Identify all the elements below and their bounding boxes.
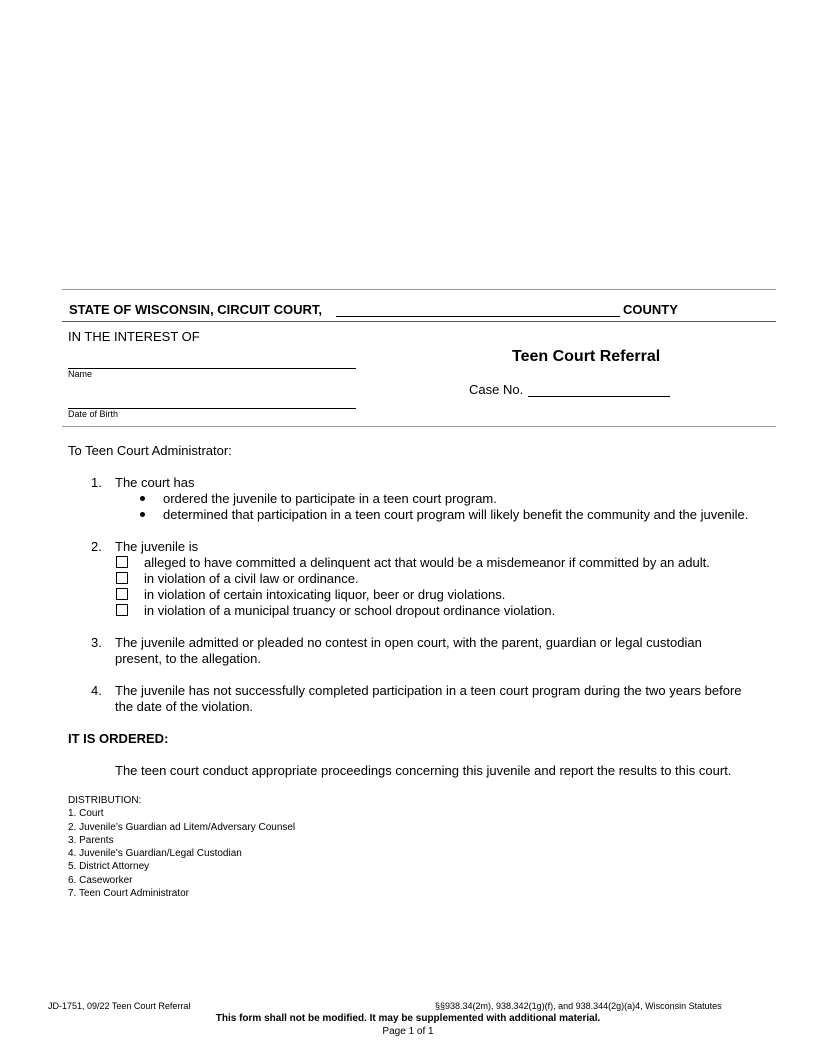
- distribution-item: 2. Juvenile’s Guardian ad Litem/Adversary Counsel: [68, 821, 296, 833]
- item-1-bullet-2: determined that participation in a teen court program will likely benefit the community and the juvenile.: [163, 507, 749, 522]
- item-1-text: The court has: [115, 475, 195, 490]
- ordered-heading: IT IS ORDERED:: [68, 731, 169, 746]
- civil-law-checkbox[interactable]: [116, 572, 128, 584]
- footer-page-number: Page 1 of 1: [382, 1026, 434, 1037]
- in-the-interest-of-label: IN THE INTEREST OF: [68, 329, 200, 344]
- bullet-icon: [140, 496, 145, 501]
- item-2-option-3: in violation of certain intoxicating liquor, beer or drug violations.: [144, 587, 506, 602]
- truancy-checkbox[interactable]: [116, 604, 128, 616]
- item-4-number: 4.: [91, 683, 102, 698]
- state-court-label: STATE OF WISCONSIN, CIRCUIT COURT,: [69, 302, 323, 317]
- county-field[interactable]: [336, 316, 620, 317]
- misdemeanor-checkbox[interactable]: [116, 556, 128, 568]
- salutation: To Teen Court Administrator:: [68, 443, 232, 458]
- item-2-text: The juvenile is: [115, 539, 199, 554]
- distribution-item: 4. Juvenile’s Guardian/Legal Custodian: [68, 848, 242, 860]
- county-label: COUNTY: [623, 302, 678, 317]
- form-title: Teen Court Referral: [512, 348, 661, 365]
- name-label: Name: [68, 369, 93, 379]
- caption-rule: [62, 321, 776, 322]
- distribution-item: 3. Parents: [68, 834, 114, 846]
- item-2-option-1: alleged to have committed a delinquent act that would be a misdemeanor if committed by an adult.: [144, 555, 710, 570]
- distribution-list: [68, 794, 295, 900]
- item-1-number: 1.: [91, 475, 102, 490]
- item-2-number: 2.: [91, 539, 102, 554]
- name-field[interactable]: [68, 368, 356, 369]
- item-3-line-2: present, to the allegation.: [115, 651, 261, 666]
- distribution-item: 7. Teen Court Administrator: [68, 888, 189, 900]
- distribution-item: 5. District Attorney: [68, 861, 150, 873]
- date-of-birth-label: Date of Birth: [68, 409, 119, 419]
- case-number-label: Case No.: [469, 382, 524, 397]
- footer-statutes: §§938.34(2m), 938.342(1g)(f), and 938.344(2g)(a)4, Wisconsin Statutes: [435, 1001, 722, 1011]
- footer-form-id: JD-1751, 09/22 Teen Court Referral: [48, 1001, 191, 1011]
- top-rule: [62, 289, 776, 290]
- ordered-text: The teen court conduct appropriate proceedings concerning this juvenile and report the results to this court.: [115, 763, 732, 778]
- bullet-icon: [140, 512, 145, 517]
- item-1-bullet-1: ordered the juvenile to participate in a teen court program.: [163, 491, 497, 506]
- distribution-item: 1. Court: [68, 808, 104, 820]
- item-3-line-1: The juvenile admitted or pleaded no contest in open court, with the parent, guardian or legal custodian: [115, 635, 702, 650]
- distribution-heading: DISTRIBUTION:: [68, 795, 142, 806]
- caption-bottom-rule: [62, 426, 776, 427]
- item-3-number: 3.: [91, 635, 102, 650]
- distribution-item: 6. Caseworker: [68, 874, 133, 886]
- item-4-line-1: The juvenile has not successfully completed participation in a teen court program during the two years before: [115, 683, 742, 698]
- item-2-option-2: in violation of a civil law or ordinance.: [144, 571, 359, 586]
- item-2-option-4: in violation of a municipal truancy or school dropout ordinance violation.: [144, 603, 556, 618]
- item-4-line-2: the date of the violation.: [115, 699, 254, 714]
- footer-notice: This form shall not be modified. It may be supplemented with additional material.: [215, 1013, 601, 1024]
- case-number-field[interactable]: [528, 396, 670, 397]
- liquor-drug-checkbox[interactable]: [116, 588, 128, 600]
